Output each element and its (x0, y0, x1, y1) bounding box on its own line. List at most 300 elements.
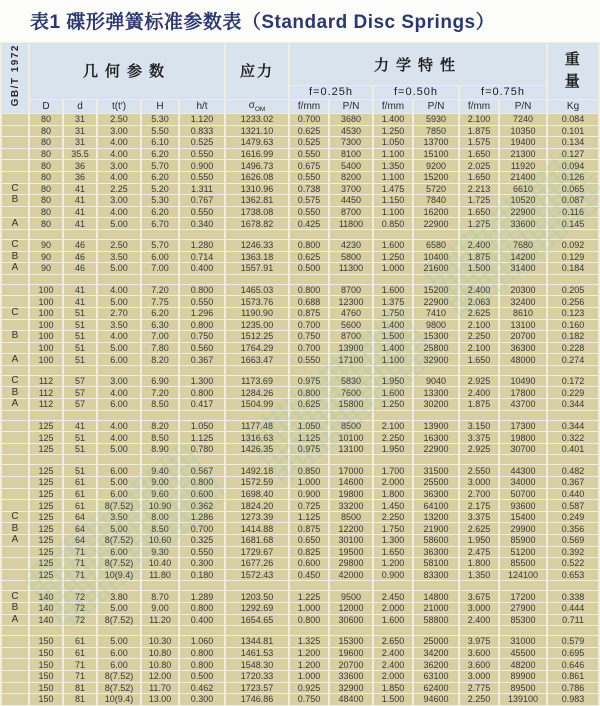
value-cell: 61 (64, 477, 96, 488)
value-cell: 25800 (414, 343, 458, 354)
value-cell: 0.087 (548, 195, 598, 206)
value-cell: 13200 (414, 512, 458, 523)
value-cell: 0.123 (548, 308, 598, 319)
value-cell (460, 626, 498, 635)
value-cell: 1.500 (460, 263, 498, 274)
value-cell: 1273.39 (226, 512, 288, 523)
series-letter-cell (2, 411, 28, 420)
value-cell: 2.100 (374, 421, 412, 432)
value-cell: 1720.33 (226, 671, 288, 682)
value-cell: 8(7.52) (98, 500, 140, 511)
value-cell: 125 (30, 523, 62, 534)
value-cell: 1.100 (374, 207, 412, 218)
table-row (2, 648, 598, 659)
series-letter-cell (2, 465, 28, 476)
value-cell: 0.367 (548, 477, 598, 488)
value-cell: 0.256 (548, 296, 598, 307)
value-cell: 5.00 (98, 444, 140, 455)
value-cell: 1.600 (374, 615, 412, 626)
table-row (2, 603, 598, 614)
value-cell: 5.00 (98, 477, 140, 488)
value-cell: 1616.99 (226, 149, 288, 160)
value-cell: 150 (30, 671, 62, 682)
value-cell: 3.600 (460, 648, 498, 659)
value-cell: 90 (30, 240, 62, 251)
value-cell: 100 (30, 308, 62, 319)
value-cell: 0.401 (548, 444, 598, 455)
value-cell: 9.00 (142, 477, 178, 488)
value-cell (180, 275, 224, 284)
value-cell: 1.400 (374, 343, 412, 354)
value-cell (226, 411, 288, 420)
separator-row (2, 626, 598, 635)
value-cell: 1.280 (180, 240, 224, 251)
table-row (2, 184, 598, 195)
value-cell: 1.000 (290, 671, 328, 682)
value-cell: 6.00 (98, 465, 140, 476)
table-row (2, 694, 598, 705)
table-row (2, 523, 598, 534)
col-H: H (142, 100, 178, 114)
value-cell: 1479.63 (226, 137, 288, 148)
value-cell: 7300 (330, 137, 372, 148)
series-letter-cell (2, 558, 28, 569)
value-cell: 2.000 (374, 603, 412, 614)
value-cell: 1.120 (180, 114, 224, 125)
value-cell: 5400 (330, 160, 372, 171)
series-letter-cell (2, 659, 28, 670)
value-cell: 6.00 (98, 399, 140, 410)
value-cell: 31 (64, 137, 96, 148)
separator-row (2, 411, 598, 420)
value-cell: 0.525 (180, 137, 224, 148)
value-cell: 4.00 (98, 387, 140, 398)
series-letter-cell (2, 648, 28, 659)
value-cell: 3.000 (460, 671, 498, 682)
value-cell: 0.500 (290, 263, 328, 274)
value-cell: 61 (64, 648, 96, 659)
value-cell: 3.50 (98, 320, 140, 331)
value-cell: 0.184 (548, 263, 598, 274)
value-cell: 13.00 (142, 694, 178, 705)
value-cell: 15800 (330, 399, 372, 410)
value-cell: 1504.99 (226, 399, 288, 410)
series-letter-cell: C (2, 376, 28, 387)
series-letter-cell: C (2, 240, 28, 251)
value-cell: 85500 (500, 558, 546, 569)
separator-row (2, 581, 598, 590)
value-cell: 0.700 (290, 114, 328, 125)
value-cell (226, 366, 288, 375)
col-f-075: f/mm (460, 100, 498, 114)
table-row (2, 160, 598, 171)
value-cell: 100 (30, 343, 62, 354)
value-cell: 7.80 (142, 343, 178, 354)
value-cell: 1.950 (374, 444, 412, 455)
value-cell: 1.275 (460, 218, 498, 229)
value-cell: 1.875 (460, 399, 498, 410)
value-cell: 0.550 (290, 207, 328, 218)
value-cell (330, 230, 372, 239)
value-cell: 6.20 (142, 207, 178, 218)
value-cell: 35.5 (64, 149, 96, 160)
value-cell: 4450 (330, 195, 372, 206)
value-cell: 1.050 (290, 421, 328, 432)
value-cell: 1177.48 (226, 421, 288, 432)
value-cell: 41 (64, 207, 96, 218)
value-cell: 0.983 (548, 694, 598, 705)
series-letter-cell (2, 343, 28, 354)
table-row (2, 421, 598, 432)
value-cell: 48200 (500, 659, 546, 670)
value-cell (226, 581, 288, 590)
value-cell: 20300 (500, 285, 546, 296)
value-cell: 2.400 (460, 615, 498, 626)
value-cell: 34200 (414, 648, 458, 659)
value-cell: 0.462 (180, 683, 224, 694)
value-cell: 0.229 (548, 387, 598, 398)
series-letter-cell (2, 230, 28, 239)
value-cell: 64100 (414, 500, 458, 511)
value-cell: 10520 (500, 195, 546, 206)
series-letter-cell: B (2, 195, 28, 206)
value-cell: 1557.91 (226, 263, 288, 274)
value-cell: 1824.20 (226, 500, 288, 511)
value-cell: 1.750 (374, 308, 412, 319)
value-cell (414, 366, 458, 375)
value-cell: 150 (30, 683, 62, 694)
header-deflection-025h: f=0.25h (290, 86, 372, 99)
value-cell: 0.567 (180, 465, 224, 476)
value-cell: 2.925 (460, 376, 498, 387)
value-cell: 1203.50 (226, 591, 288, 602)
value-cell (64, 275, 96, 284)
value-cell: 8(7.52) (98, 683, 140, 694)
value-cell: 71 (64, 570, 96, 581)
value-cell: 30200 (414, 399, 458, 410)
value-cell: 7.20 (142, 285, 178, 296)
value-cell: 0.300 (180, 694, 224, 705)
value-cell: 1.150 (374, 195, 412, 206)
value-cell: 30100 (330, 535, 372, 546)
value-cell: 0.900 (290, 489, 328, 500)
value-cell: 80 (30, 207, 62, 218)
value-cell: 13900 (330, 343, 372, 354)
value-cell (414, 626, 458, 635)
series-letter-cell: A (2, 535, 28, 546)
value-cell (226, 626, 288, 635)
value-cell (500, 230, 546, 239)
table-row (2, 331, 598, 342)
value-cell: 30700 (500, 444, 546, 455)
series-letter-cell: C (2, 308, 28, 319)
value-cell: 6.10 (142, 137, 178, 148)
value-cell: 2.925 (460, 444, 498, 455)
value-cell: 93600 (500, 500, 546, 511)
value-cell: 100 (30, 320, 62, 331)
value-cell (374, 366, 412, 375)
value-cell (414, 581, 458, 590)
value-cell: 6.00 (98, 659, 140, 670)
value-cell (142, 455, 178, 464)
value-cell: 1698.40 (226, 489, 288, 500)
value-cell: 1.400 (374, 114, 412, 125)
series-letter-cell (2, 500, 28, 511)
value-cell: 15100 (414, 149, 458, 160)
value-cell: 33200 (330, 500, 372, 511)
value-cell: 2.100 (460, 343, 498, 354)
value-cell: 58100 (414, 558, 458, 569)
header-stress: 应力 (226, 43, 288, 99)
value-cell: 1.050 (180, 421, 224, 432)
table-row (2, 615, 598, 626)
series-letter-cell (2, 683, 28, 694)
value-cell: 6580 (414, 240, 458, 251)
value-cell: 100 (30, 296, 62, 307)
value-cell: 3.00 (98, 126, 140, 137)
value-cell: 27900 (500, 603, 546, 614)
value-cell: 80 (30, 195, 62, 206)
value-cell: 8700 (330, 331, 372, 342)
value-cell (548, 455, 598, 464)
series-letter-cell (2, 444, 28, 455)
value-cell (414, 455, 458, 464)
standard-label: GB/T 1972 (9, 44, 21, 107)
value-cell: 1.000 (290, 603, 328, 614)
value-cell: 1.200 (374, 558, 412, 569)
value-cell: 6.30 (142, 320, 178, 331)
value-cell: 112 (30, 387, 62, 398)
value-cell: 11920 (500, 160, 546, 171)
value-cell: 2.25 (98, 184, 140, 195)
value-cell: 0.550 (180, 296, 224, 307)
series-letter-cell (2, 636, 28, 647)
value-cell: 32900 (414, 354, 458, 365)
value-cell: 8(7.52) (98, 671, 140, 682)
value-cell: 1.000 (374, 263, 412, 274)
value-cell: 2.100 (460, 114, 498, 125)
value-cell: 0.625 (290, 126, 328, 137)
value-cell: 0.825 (290, 547, 328, 558)
value-cell (290, 581, 328, 590)
value-cell: 140 (30, 603, 62, 614)
value-cell: 1.311 (180, 184, 224, 195)
separator-row (2, 230, 598, 239)
value-cell: 1235.00 (226, 320, 288, 331)
value-cell: 0.711 (548, 615, 598, 626)
table-row (2, 252, 598, 263)
value-cell: 2.650 (374, 636, 412, 647)
value-cell: 51 (64, 308, 96, 319)
value-cell (330, 581, 372, 590)
value-cell (374, 411, 412, 420)
value-cell (142, 411, 178, 420)
value-cell: 17100 (330, 354, 372, 365)
value-cell: 2.400 (374, 659, 412, 670)
value-cell: 48400 (330, 694, 372, 705)
value-cell: 0.750 (290, 331, 328, 342)
value-cell (460, 411, 498, 420)
series-letter-cell (2, 172, 28, 183)
value-cell: 0.274 (548, 354, 598, 365)
value-cell: 10490 (500, 376, 546, 387)
value-cell: 1.950 (460, 535, 498, 546)
value-cell: 8700 (330, 285, 372, 296)
value-cell: 5.00 (98, 343, 140, 354)
value-cell: 1362.81 (226, 195, 288, 206)
value-cell: 0.522 (548, 558, 598, 569)
value-cell: 19500 (330, 547, 372, 558)
value-cell: 10.90 (142, 500, 178, 511)
value-cell: 8100 (330, 149, 372, 160)
header-weight (548, 43, 598, 99)
value-cell: 90 (30, 263, 62, 274)
value-cell: 0.800 (290, 387, 328, 398)
value-cell: 81 (64, 694, 96, 705)
table-row (2, 432, 598, 443)
value-cell: 19800 (330, 489, 372, 500)
value-cell: 43700 (500, 399, 546, 410)
value-cell: 25000 (414, 636, 458, 647)
value-cell (64, 366, 96, 375)
value-cell: 16300 (414, 432, 458, 443)
value-cell: 5.50 (142, 126, 178, 137)
value-cell: 80 (30, 126, 62, 137)
value-cell: 7240 (500, 114, 546, 125)
value-cell: 0.725 (290, 500, 328, 511)
value-cell: 5.20 (142, 184, 178, 195)
value-cell: 83300 (414, 570, 458, 581)
value-cell: 31500 (414, 465, 458, 476)
value-cell: 5600 (330, 320, 372, 331)
value-cell: 125 (30, 432, 62, 443)
value-cell: 140 (30, 615, 62, 626)
value-cell: 0.800 (290, 285, 328, 296)
value-cell: 1.800 (374, 489, 412, 500)
header-mechanical: 力学特性 (290, 43, 546, 85)
table-row (2, 218, 598, 229)
value-cell: 5.00 (98, 263, 140, 274)
value-cell: 8.00 (142, 512, 178, 523)
value-cell: 1572.59 (226, 477, 288, 488)
value-cell: 4.00 (98, 172, 140, 183)
value-cell (290, 230, 328, 239)
value-cell: 0.145 (548, 218, 598, 229)
value-cell: 4.00 (98, 149, 140, 160)
series-letter-cell (2, 285, 28, 296)
value-cell: 0.800 (180, 603, 224, 614)
value-cell: 4.00 (98, 432, 140, 443)
value-cell: 1292.69 (226, 603, 288, 614)
value-cell: 57 (64, 376, 96, 387)
value-cell: 1.289 (180, 591, 224, 602)
value-cell: 1.225 (290, 591, 328, 602)
value-cell: 29800 (330, 558, 372, 569)
value-cell: 1.500 (374, 331, 412, 342)
value-cell: 46 (64, 263, 96, 274)
value-cell: 10400 (414, 252, 458, 263)
value-cell: 51 (64, 465, 96, 476)
table-row (2, 500, 598, 511)
value-cell: 5.30 (142, 114, 178, 125)
value-cell: 15200 (414, 285, 458, 296)
value-cell: 0.180 (180, 570, 224, 581)
value-cell: 80 (30, 172, 62, 183)
value-cell: 61 (64, 489, 96, 500)
value-cell: 9.30 (142, 547, 178, 558)
value-cell: 4.00 (98, 137, 140, 148)
value-cell: 0.550 (290, 354, 328, 365)
value-cell: 1.500 (374, 694, 412, 705)
value-cell: 80 (30, 137, 62, 148)
value-cell: 1426.35 (226, 444, 288, 455)
series-letter-cell (2, 296, 28, 307)
value-cell (64, 455, 96, 464)
value-cell (460, 230, 498, 239)
value-cell: 0.550 (180, 547, 224, 558)
series-letter-cell: A (2, 263, 28, 274)
series-letter-cell (2, 671, 28, 682)
series-letter-cell: A (2, 615, 28, 626)
col-p-050: P/N (414, 100, 458, 114)
header-geometry: 几何参数 (30, 43, 224, 99)
col-d: d (64, 100, 96, 114)
value-cell: 10.40 (142, 558, 178, 569)
value-cell: 14800 (414, 591, 458, 602)
value-cell: 1.250 (374, 126, 412, 137)
series-letter-cell: C (2, 512, 28, 523)
value-cell (548, 626, 598, 635)
value-cell: 0.172 (548, 376, 598, 387)
value-cell (98, 455, 140, 464)
value-cell: 21300 (500, 149, 546, 160)
value-cell: 125 (30, 558, 62, 569)
value-cell: 5.70 (142, 240, 178, 251)
value-cell: 89900 (500, 671, 546, 682)
value-cell (64, 411, 96, 420)
value-cell: 112 (30, 399, 62, 410)
value-cell: 0.800 (180, 648, 224, 659)
value-cell: 31 (64, 126, 96, 137)
value-cell (226, 230, 288, 239)
value-cell: 41 (64, 421, 96, 432)
value-cell: 0.925 (290, 683, 328, 694)
value-cell: 1738.08 (226, 207, 288, 218)
value-cell: 5.00 (98, 296, 140, 307)
value-cell: 0.444 (548, 603, 598, 614)
value-cell: 1.250 (374, 252, 412, 263)
value-cell: 7840 (414, 195, 458, 206)
value-cell: 1.375 (374, 296, 412, 307)
value-cell: 1.600 (374, 285, 412, 296)
value-cell: 0.550 (180, 149, 224, 160)
value-cell: 0.875 (290, 308, 328, 319)
table-row (2, 354, 598, 365)
value-cell: 0.587 (548, 500, 598, 511)
value-cell: 0.786 (548, 683, 598, 694)
table-row (2, 376, 598, 387)
value-cell (180, 455, 224, 464)
value-cell: 8500 (330, 512, 372, 523)
value-cell: 12000 (330, 603, 372, 614)
table-header (2, 43, 598, 113)
value-cell: 0.675 (290, 160, 328, 171)
value-cell: 17200 (500, 591, 546, 602)
series-letter-cell (2, 455, 28, 464)
value-cell (64, 626, 96, 635)
value-cell: 100 (30, 285, 62, 296)
value-cell: 16200 (414, 207, 458, 218)
